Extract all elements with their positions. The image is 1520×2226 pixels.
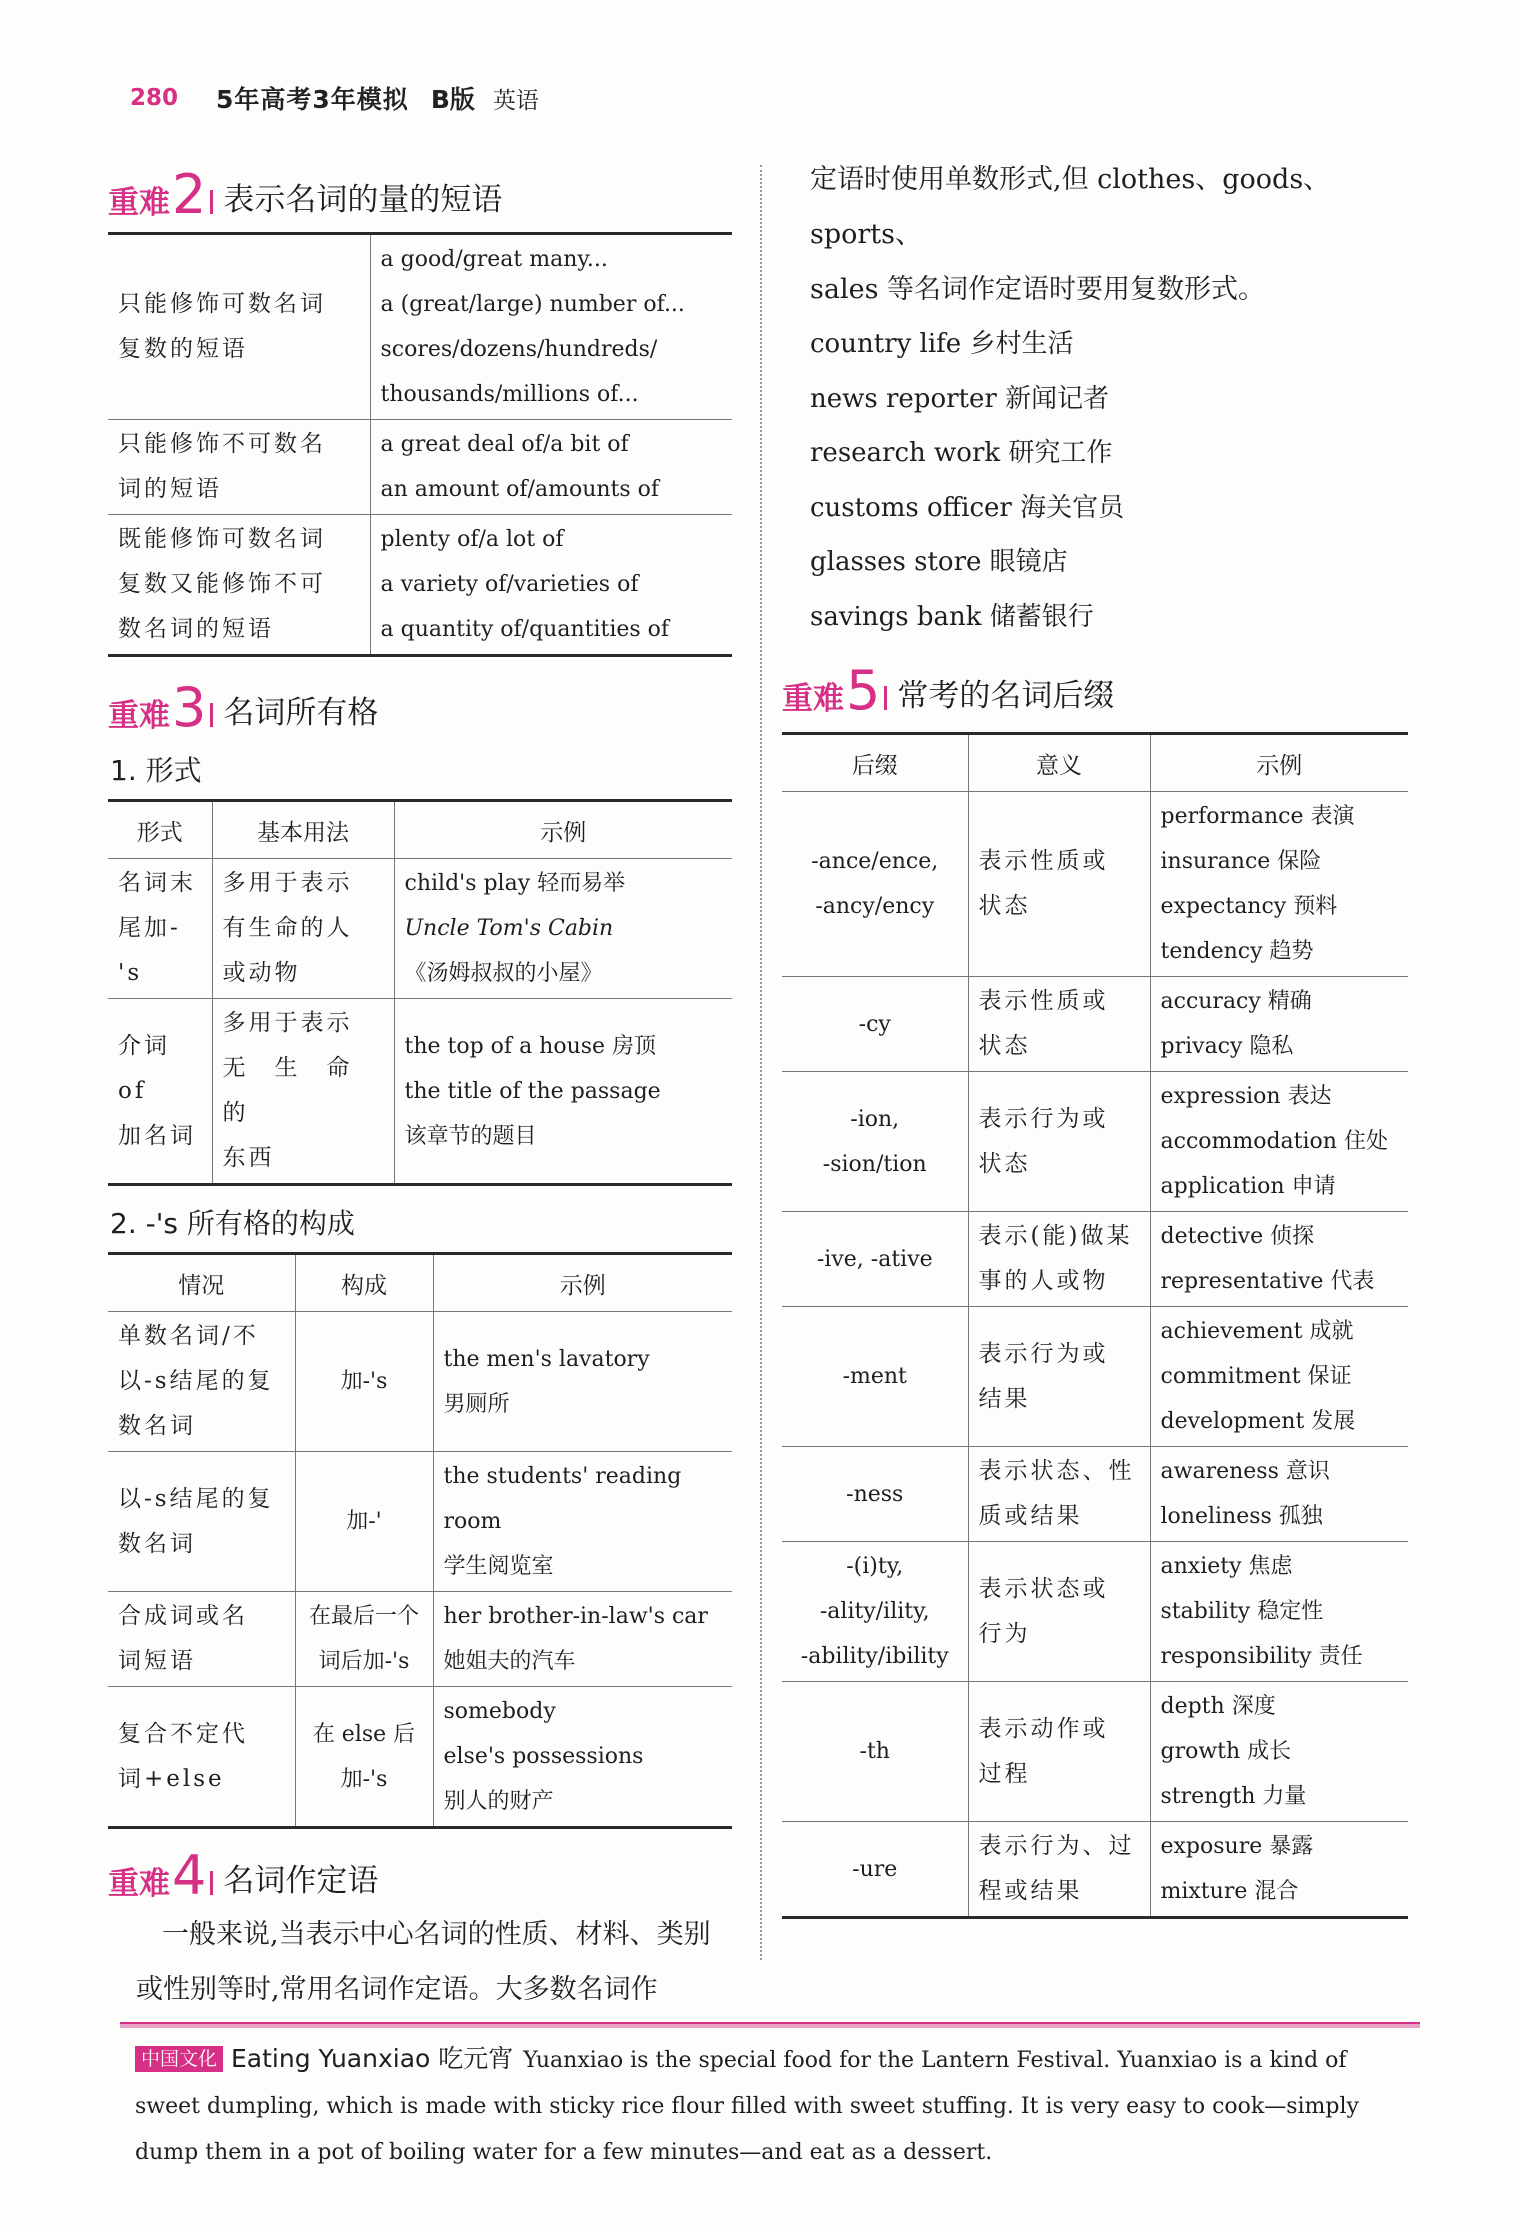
cell-line: 状态 <box>978 893 1031 919</box>
cell-line: 词短语 <box>118 1648 196 1674</box>
example-cell <box>433 1312 732 1452</box>
suffix-cell <box>782 792 968 977</box>
right-column <box>782 160 1408 1919</box>
column-header: 后缀 <box>782 734 968 792</box>
suffix-cell <box>782 1542 968 1682</box>
cell-line: 以-s结尾的复 <box>118 1368 274 1394</box>
cell-line: else's possessions <box>443 1744 644 1769</box>
table-row <box>782 1212 1408 1307</box>
cell-line: 表示行为、过 <box>978 1833 1135 1859</box>
construction-cell <box>295 1687 433 1828</box>
cell-line: somebody <box>443 1699 556 1724</box>
column-header: 形式 <box>108 801 212 859</box>
construction-cell <box>295 1452 433 1592</box>
example-cell <box>433 1592 732 1687</box>
cell-line: 表示状态、性 <box>978 1458 1135 1484</box>
culture-note <box>135 2036 1405 2176</box>
section-bar <box>210 190 213 214</box>
cell-line: 词的短语 <box>118 476 222 502</box>
column-header: 情况 <box>108 1254 295 1312</box>
column-header: 基本用法 <box>212 801 394 859</box>
cell-line: performance 表演 <box>1160 804 1355 829</box>
vocab-list <box>782 317 1408 644</box>
column-header: 示例 <box>433 1254 732 1312</box>
column-header: 意义 <box>968 734 1150 792</box>
cell-line: scores/dozens/hundreds/ <box>380 337 658 362</box>
section-bar <box>884 686 887 710</box>
column-header: 示例 <box>1150 734 1408 792</box>
cell-line: a variety of/varieties of <box>380 572 639 597</box>
table-row <box>108 1312 732 1452</box>
table-row <box>782 792 1408 977</box>
cell-line: 男厕所 <box>443 1391 510 1417</box>
usage-cell <box>212 999 394 1185</box>
table-row <box>108 234 732 420</box>
cell-line: achievement 成就 <box>1160 1319 1354 1344</box>
cell-line: responsibility 责任 <box>1160 1644 1363 1669</box>
phrase-category <box>108 420 370 515</box>
phrase-list <box>370 515 732 656</box>
vocab-item: customs officer 海关官员 <box>810 492 1125 523</box>
cell-line: -ure <box>852 1856 898 1882</box>
case-cell <box>108 1687 295 1828</box>
cell-line: 加名词 <box>118 1122 196 1149</box>
example-cell <box>433 1687 732 1828</box>
table-row <box>108 859 732 999</box>
section-heading-4 <box>108 1841 732 1907</box>
cell-line: -(i)ty, <box>846 1554 904 1579</box>
construction-cell <box>295 1312 433 1452</box>
cell-line: 过程 <box>978 1760 1031 1787</box>
cell-line: strength 力量 <box>1160 1784 1307 1809</box>
cell-line: accuracy 精确 <box>1160 989 1312 1014</box>
example-cell <box>1150 1212 1408 1307</box>
example-cell <box>1150 977 1408 1072</box>
possessive-forms-table <box>108 799 732 1186</box>
table-row <box>108 1592 732 1687</box>
column-header: 构成 <box>295 1254 433 1312</box>
cell-line: plenty of/a lot of <box>380 527 564 552</box>
meaning-cell <box>968 1822 1150 1918</box>
cell-line: child's play 轻而易举 <box>404 871 626 896</box>
cell-line: -ancy/ency <box>815 894 935 919</box>
cell-line: 复数又能修饰不可 <box>118 571 326 597</box>
cell-line: development 发展 <box>1160 1409 1356 1434</box>
table-row <box>108 1687 732 1828</box>
cell-line: 质或结果 <box>978 1503 1083 1529</box>
cell-line: 表示行为或 <box>978 1340 1109 1367</box>
paragraph-line: sales 等名词作定语时要用复数形式。 <box>810 274 1266 305</box>
cell-line: 结果 <box>978 1385 1031 1412</box>
meaning-cell <box>968 1447 1150 1542</box>
meaning-cell <box>968 792 1150 977</box>
paragraph-line: 定语时使用单数形式,但 clothes、goods、sports、 <box>810 164 1331 250</box>
book-edition: B版 <box>430 85 475 114</box>
culture-badge: 中国文化 <box>135 2046 223 2072</box>
table-row <box>782 1682 1408 1822</box>
book-subject: 英语 <box>492 87 539 114</box>
cell-line: accommodation 住处 <box>1160 1129 1388 1154</box>
example-cell <box>1150 1682 1408 1822</box>
cell-line: -ment <box>842 1364 907 1389</box>
cell-line: -ness <box>846 1481 904 1507</box>
table-row <box>782 1072 1408 1212</box>
table-row <box>782 977 1408 1072</box>
cell-line: insurance 保险 <box>1160 849 1322 874</box>
cell-line: 表示行为或 <box>978 1105 1109 1132</box>
section-heading-2 <box>108 160 732 226</box>
table-header-row <box>782 734 1408 792</box>
cell-line: 《汤姆叔叔的小屋》 <box>404 961 603 986</box>
column-divider <box>760 165 762 1960</box>
cell-line: 数名词 <box>118 1413 196 1439</box>
meaning-cell <box>968 1682 1150 1822</box>
cell-line: 她姐夫的汽车 <box>443 1649 576 1674</box>
cell-line: exposure 暴露 <box>1160 1834 1314 1859</box>
cell-line: expression 表达 <box>1160 1084 1332 1109</box>
suffix-cell <box>782 1212 968 1307</box>
section-heading-3 <box>108 673 732 739</box>
section-title: 名词所有格 <box>223 695 379 731</box>
cell-line: commitment 保证 <box>1160 1364 1352 1389</box>
form-cell <box>108 999 212 1185</box>
section-title: 表示名词的量的短语 <box>223 182 503 218</box>
cell-line: 加-'s <box>340 1369 388 1394</box>
cell-line: the men's lavatory <box>443 1346 650 1372</box>
cell-line: detective 侦探 <box>1160 1224 1315 1249</box>
example-cell <box>433 1452 732 1592</box>
cell-line: 表示性质或 <box>978 848 1109 874</box>
vocab-item: news reporter 新闻记者 <box>810 383 1110 414</box>
cell-line: the top of a house 房顶 <box>404 1033 657 1059</box>
example-cell <box>394 859 732 999</box>
section-bar <box>210 1871 213 1895</box>
meaning-cell <box>968 1072 1150 1212</box>
cell-line: 尾加-'s <box>118 915 181 986</box>
section-title: 常考的名词后缀 <box>897 678 1115 714</box>
cell-line: -ality/ility, <box>819 1599 930 1624</box>
suffix-cell <box>782 1072 968 1212</box>
cell-line: 数名词 <box>118 1530 196 1557</box>
table-row <box>108 420 732 515</box>
suffix-cell <box>782 1447 968 1542</box>
cell-line: expectancy 预料 <box>1160 894 1338 919</box>
cell-line: 介词 of <box>118 1032 170 1104</box>
cell-line: a good/great many... <box>380 247 608 272</box>
paragraph-line: 或性别等时,常用名词作定语。大多数名词作 <box>136 1974 658 2005</box>
section-heading-5 <box>782 656 1408 722</box>
cell-line: 多用于表示 <box>222 870 353 896</box>
example-cell <box>1150 1447 1408 1542</box>
cell-line: 词+else <box>118 1765 225 1792</box>
cell-line: 加-' <box>346 1509 382 1534</box>
section-label: 重难 <box>108 698 170 734</box>
cell-line: her brother-in-law's car <box>443 1604 708 1629</box>
cell-line: 无 生 命 的 <box>222 1055 379 1126</box>
example-cell <box>1150 1307 1408 1447</box>
suffix-cell <box>782 1307 968 1447</box>
example-cell <box>1150 792 1408 977</box>
cell-line: 或动物 <box>222 960 301 986</box>
table-row <box>108 1452 732 1592</box>
cell-line: growth 成长 <box>1160 1739 1292 1764</box>
phrase-list <box>370 420 732 515</box>
cell-line: -ance/ence, <box>811 849 939 874</box>
cell-line: awareness 意识 <box>1160 1459 1330 1484</box>
suffix-cell <box>782 977 968 1072</box>
case-cell <box>108 1312 295 1452</box>
continued-paragraph <box>782 152 1408 317</box>
example-cell <box>1150 1542 1408 1682</box>
cell-line: 名词末 <box>118 870 196 896</box>
cell-line: the title of the passage <box>404 1078 661 1104</box>
cell-line: -ion, <box>850 1106 900 1132</box>
vocab-item: country life 乡村生活 <box>810 329 1074 359</box>
table-row <box>782 1447 1408 1542</box>
phrase-list <box>370 234 732 420</box>
cell-line: 事的人或物 <box>978 1268 1109 1294</box>
cell-line: -sion/tion <box>822 1151 927 1177</box>
section-label: 重难 <box>108 185 170 221</box>
cell-line: 复合不定代 <box>118 1720 248 1747</box>
table-row <box>782 1822 1408 1918</box>
cell-line: anxiety 焦虑 <box>1160 1554 1293 1579</box>
cell-line: 单数名词/不 <box>118 1323 259 1349</box>
meaning-cell <box>968 1542 1150 1682</box>
cell-line: 既能修饰可数名词 <box>118 526 326 552</box>
example-cell <box>394 999 732 1185</box>
column-header: 示例 <box>394 801 732 859</box>
cell-line: 数名词的短语 <box>118 616 274 642</box>
section-number: 2 <box>172 163 207 226</box>
cell-line: -ability/ibility <box>800 1644 949 1669</box>
meaning-cell <box>968 1212 1150 1307</box>
section-bar <box>210 703 213 727</box>
vocab-item: glasses store 眼镜店 <box>810 547 1068 577</box>
cell-line: 以-s结尾的复 <box>118 1485 274 1512</box>
cell-line: privacy 隐私 <box>1160 1034 1294 1059</box>
subsection-title: 1. 形式 <box>110 754 202 787</box>
cell-line: 表示状态或 <box>978 1575 1109 1602</box>
suffix-table <box>782 732 1408 1919</box>
construction-cell <box>295 1592 433 1687</box>
cell-line: 状态 <box>978 1150 1031 1177</box>
example-cell <box>1150 1072 1408 1212</box>
book-title: 5年高考3年模拟 <box>216 85 409 114</box>
table-row <box>782 1307 1408 1447</box>
section-number: 3 <box>172 676 207 739</box>
cell-line: 有生命的人 <box>222 915 353 941</box>
cell-line: a quantity of/quantities of <box>380 617 670 642</box>
cell-line: 复数的短语 <box>118 336 248 362</box>
meaning-cell <box>968 977 1150 1072</box>
case-cell <box>108 1452 295 1592</box>
suffix-cell <box>782 1682 968 1822</box>
cell-line: 东西 <box>222 1145 275 1171</box>
cell-line: 行为 <box>978 1620 1031 1647</box>
cell-line: 只能修饰不可数名 <box>118 431 326 457</box>
cell-line: -ive, -ative <box>816 1246 933 1272</box>
cell-line: 表示性质或 <box>978 988 1109 1014</box>
section-number: 5 <box>846 659 881 722</box>
cell-line: Uncle Tom's Cabin <box>404 916 614 941</box>
noun-modifier-paragraph <box>108 1907 732 2017</box>
table-header-row <box>108 801 732 859</box>
possessive-construction-table <box>108 1252 732 1829</box>
cell-line: 表示(能)做某 <box>978 1223 1133 1249</box>
page-header <box>130 78 539 118</box>
quantity-phrases-table <box>108 232 732 657</box>
cell-line: tendency 趋势 <box>1160 939 1314 964</box>
left-column <box>108 160 732 2017</box>
cell-line: 学生阅览室 <box>443 1554 554 1579</box>
cell-line: 在 else 后 <box>312 1721 416 1747</box>
cell-line: 该章节的题目 <box>404 1123 537 1149</box>
section-number: 4 <box>172 1844 207 1907</box>
paragraph-line: 一般来说,当表示中心名词的性质、材料、类别 <box>162 1919 711 1950</box>
table-header-row <box>108 1254 732 1312</box>
cell-line: 状态 <box>978 1033 1031 1059</box>
cell-line: the students' reading room <box>443 1464 682 1534</box>
cell-line: application 申请 <box>1160 1174 1336 1199</box>
cell-line: 合成词或名 <box>118 1603 248 1629</box>
table-row <box>108 515 732 656</box>
vocab-item: savings bank 储蓄银行 <box>810 601 1094 632</box>
cell-line: a (great/large) number of... <box>380 292 685 317</box>
cell-line: 多用于表示 <box>222 1010 353 1036</box>
cell-line: depth 深度 <box>1160 1694 1276 1719</box>
cell-line: 词后加-'s <box>318 1649 410 1674</box>
culture-text: Yuanxiao is the special food for the Lantern Festival. Yuanxiao is a kind of sweet dumpling, which is made with sticky rice flour filled with sweet stuffing. It is very easy to cook—simply dump them in a pot of boiling water for a few minutes—and eat as a dessert. <box>135 2048 1359 2165</box>
cell-line: stability 稳定性 <box>1160 1599 1324 1624</box>
cell-line: thousands/millions of... <box>380 382 639 407</box>
usage-cell <box>212 859 394 999</box>
cell-line: -th <box>859 1739 890 1764</box>
page-number: 280 <box>130 85 179 111</box>
cell-line: -cy <box>858 1011 891 1037</box>
vocab-item: research work 研究工作 <box>810 438 1113 468</box>
cell-line: representative 代表 <box>1160 1269 1375 1294</box>
table-row <box>782 1542 1408 1682</box>
culture-title: Eating Yuanxiao 吃元宵 <box>231 2044 514 2073</box>
phrase-category <box>108 515 370 656</box>
cell-line: 别人的财产 <box>443 1789 554 1814</box>
cell-line: 只能修饰可数名词 <box>118 291 326 317</box>
section-title: 名词作定语 <box>223 1863 379 1899</box>
cell-line: an amount of/amounts of <box>380 477 660 502</box>
cell-line: 表示动作或 <box>978 1715 1109 1742</box>
cell-line: a great deal of/a bit of <box>380 432 629 457</box>
footer-rule <box>120 2022 1420 2028</box>
cell-line: 在最后一个 <box>308 1604 419 1629</box>
case-cell <box>108 1592 295 1687</box>
cell-line: mixture 混合 <box>1160 1879 1299 1904</box>
table-row <box>108 999 732 1185</box>
section-label: 重难 <box>782 681 844 717</box>
cell-line: 程或结果 <box>978 1878 1083 1904</box>
example-cell <box>1150 1822 1408 1918</box>
cell-line: 加-'s <box>340 1766 388 1792</box>
phrase-category <box>108 234 370 420</box>
section-label: 重难 <box>108 1866 170 1902</box>
meaning-cell <box>968 1307 1150 1447</box>
cell-line: loneliness 孤独 <box>1160 1504 1323 1529</box>
suffix-cell <box>782 1822 968 1918</box>
subsection-title: 2. -'s 所有格的构成 <box>110 1207 355 1240</box>
form-cell <box>108 859 212 999</box>
